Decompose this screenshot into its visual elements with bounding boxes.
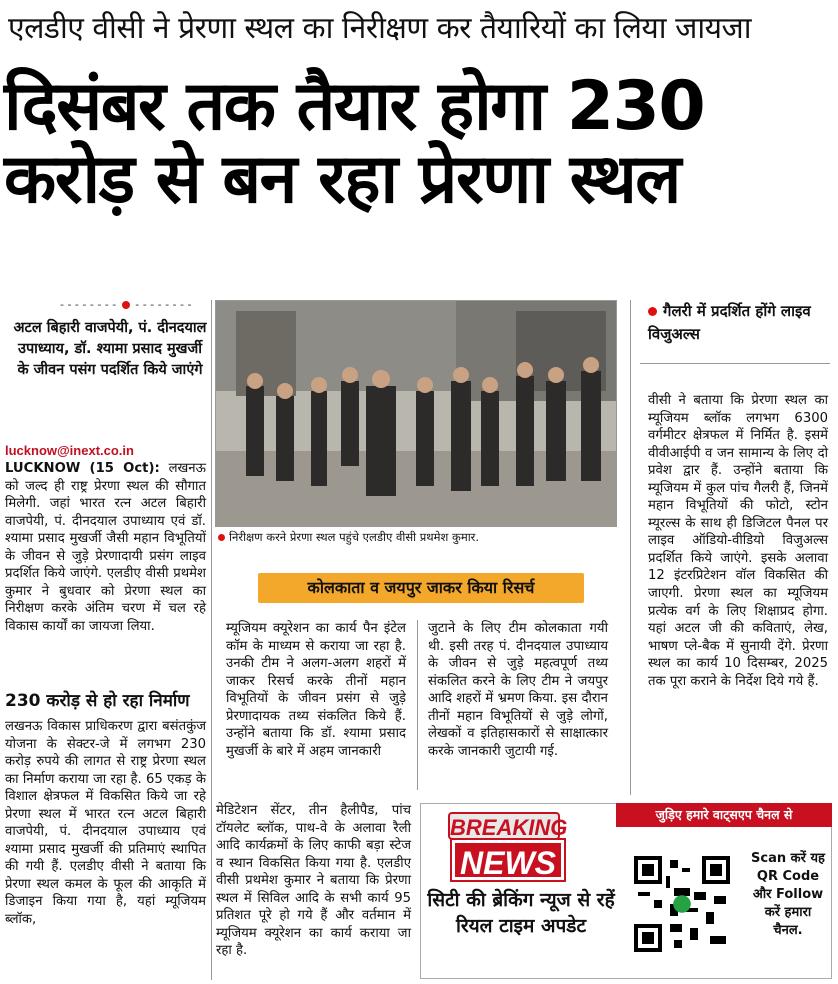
headline: दिसंबर तक तैयार होगा 230 करोड़ से बन रहा प्रेरणा स्थल (4, 67, 705, 220)
right-divider (640, 363, 830, 364)
mid-column-2: जुटाने के लिए टीम कोलकाता गयी थी. इसी तरह पं. दीनदयाल उपाध्याय के जीवन से जुड़े महत्वपूर्ण तथ्य संकलित करने के लिए टीम ने जयपुर आदि शहरों में भ्रमण किया. इस दौरान तीनों महान विभूतियों से जुड़े लोगों, लेखकों व इतिहासकारों से साक्षात्कार करके जानकारी जुटायी गई. (428, 621, 608, 759)
dateline: LUCKNOW (15 Oct): (5, 461, 160, 476)
para1-text: लखनऊ को जल्द ही राष्ट्र प्रेरणा स्थल की सौगात मिलेगी. जहां भारत रत्न अटल बिहारी वाजपेयी, पं. दीनदयाल उपाध्याय एवं डॉ. श्यामा प्रसाद मुखर्जी जैसी महान विभूतियों के जीवन से जुड़े प्रेरणादायी प्रसंग लाइव प्रदर्शित किये जाएंगे. एलडीए वीसी प्रथमेश कुमार ने बुधवार को प्रेरणा स्थल का निरीक्षण करके अंतिम चरण में चल रहे विकास कार्यों का जायजा लिया. (5, 461, 206, 634)
subheading: 230 करोड़ से हो रहा निर्माण (5, 691, 190, 711)
mid-column-1: म्यूजियम क्यूरेशन का कार्य पैन इंटेल कॉम के माध्यम से कराया जा रहा है. उनकी टीम ने अलग-अलग शहरों में जाकर रिसर्च करके तीनों महान विभूतियों के जीवन प्रसंग से जुड़े प्रेरणादायक तथ्य संकलित किये हैं. उन्होंने बताया कि डॉ. श्यामा प्रसाद मुखर्जी के बारे में अहम जानकारी (226, 621, 406, 759)
right-subheading: गैलरी में प्रदर्शित होंगे लाइव विजुअल्स (648, 302, 811, 343)
mid-column-3: मेडिटेशन सेंटर, तीन हैलीपैड, पांच टॉयलेट ब्लॉक, पाथ-वे के अलावा रैली आदि कार्यक्रमों के लिए काफी बड़ा स्टेज व स्थान विकसित किया गया है. एलडीए वीसी प्रथमेश कुमार ने बताया कि प्रेरणा स्थल में सिविल आदि के सभी कार्य 95 प्रतिशत पूरे हो गये हैं और वर्तमान में म्यूजियम क्यूरेशन का कार्य कराया जा रहा है. (216, 803, 411, 959)
body-para-1 (5, 460, 206, 635)
promo-header: जुड़िए हमारे वाट्सएप चैनल से (616, 803, 832, 827)
photo-caption: निरीक्षण करने प्रेरणा स्थल पहुंचे एलडीए वीसी प्रथमेश कुमार. (218, 530, 618, 545)
intro-divider: - - - - - - - - - - - - - - - - (60, 298, 192, 311)
byline-email[interactable]: lucknow@inext.co.in (5, 443, 134, 458)
intro-deck: अटल बिहारी वाजपेयी, पं. दीनदयाल उपाध्याय, डॉ. श्यामा प्रसाद मुखर्जी के जीवन पसंग पदर्शित किये जाएंगे (13, 320, 207, 379)
scan-text: Scan करें यह QR Code और Follow करें हमारा चैनल. (751, 851, 825, 938)
promo-text: सिटी की ब्रेकिंग न्यूज से रहें रियल टाइम अपडेट (427, 889, 615, 937)
right-column: वीसी ने बताया कि प्रेरणा स्थल का म्यूजियम ब्लॉक लगभग 6300 वर्गमीटर क्षेत्रफल में निर्मित है. इसमें वीवीआईपी व जन सामान्य के लिए दो प्रवेश द्वार हैं. उन्होंने बताया कि म्यूजियम में कुल पांच गैलरी हैं, जिनमें महान विभूतियों की फोटो, स्टोन म्यूरल्स के साथ ही डिजिटल पैनल पर लाइव ऑडियो-वीडियो विजुअल्स प्रदर्शित किये जाएंगे. इसके अलावा 12 इंटरप्रिटेशन वॉल विकसित की जाएगी. प्रेरणा स्थल का म्यूजियम प्रत्येक वर्ग के लिए शिक्षाप्रद होगा. यहां अटल जी की कविताएं, लेख, भाषण प्ले-बैक में सुनायी देंगे. प्रेरणा स्थल का कार्य 10 दिसम्बर, 2025 तक पूरा कराने के निर्देश दिये गये हैं. (648, 393, 828, 689)
column-rule (211, 300, 212, 980)
inspection-photo (215, 300, 617, 527)
body-para-2: लखनऊ विकास प्राधिकरण द्वारा बसंतकुंज योजना के सेक्टर-जे में लगभग 230 करोड़ रुपये की लागत से राष्ट्र प्रेरणा स्थल का निर्माण कराया जा रहा है. 65 एकड़ के विशाल क्षेत्रफल में विकसित किये जा रहे प्रेरणा स्थल में भारत रत्न अटल बिहारी वाजपेयी, पं. दीनदयाल उपाध्याय एवं श्यामा प्रसाद मुखर्जी की प्रतिमाएं स्थापित की गयी हैं. एलडीए वीसी ने बताया कि प्रेरणा स्थल कमल के फूल की आकृति में डिजाइन किया गया है, यहां म्यूजियम ब्लॉक, (5, 719, 206, 928)
breaking-label: BREAKING (448, 812, 560, 840)
right-rule (630, 300, 631, 795)
qr-code-icon[interactable] (634, 856, 730, 952)
news-label: NEWS (452, 840, 564, 880)
section-banner: कोलकाता व जयपुर जाकर किया रिसर्च (258, 573, 584, 603)
mid-rule (417, 620, 418, 790)
kicker: एलडीए वीसी ने प्रेरणा स्थल का निरीक्षण कर तैयारियों का लिया जायजा (8, 11, 752, 46)
